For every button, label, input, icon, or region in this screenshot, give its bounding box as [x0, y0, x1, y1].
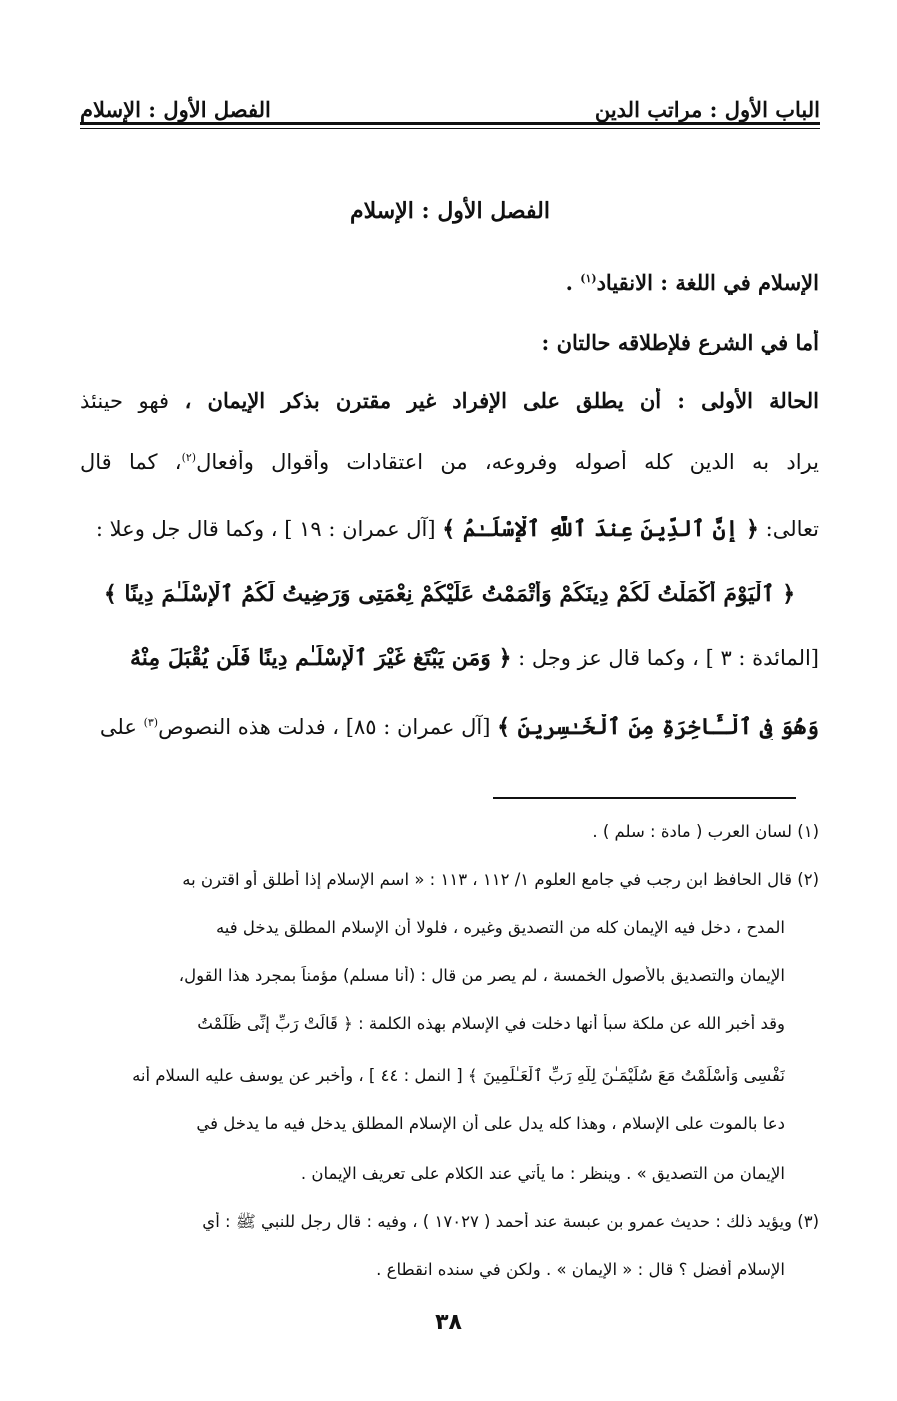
footnote-2-line-5: نَفْسِى وَأَسْلَمْتُ مَعَ سُلَيْمَـٰنَ لِلَّهِ رَبِّ ٱلْعَـٰلَمِينَ ﴾ [ النمل : ٤٤ ] ، وأخبر عن يوسف عليه السلام أنه	[132, 1066, 785, 1085]
case-one-rest: فهو حينئذ	[80, 389, 185, 413]
footnote-2-line-4: وقد أخبر الله عن ملكة سبأ أنها دخلت في الإسلام بهذه الكلمة : ﴿ قَالَتْ رَبِّ إِنِّى ظَلَمْتُ	[197, 1014, 785, 1033]
footnote-ref-2: (٢)	[181, 451, 197, 464]
verse-citation: [المائدة : ٣ ] ، وكما قال عز وجل :	[518, 646, 819, 670]
quran-verse: ﴿ وَمَن يَبْتَغِ غَيْرَ ٱلْإِسْلَـٰمِ دِينًا فَلَن يُقْبَلَ مِنْهُ	[129, 645, 512, 671]
footnote-separator	[493, 797, 796, 799]
header-rule-thin	[80, 128, 820, 129]
chapter-title: الفصل الأول : الإسلام	[350, 198, 550, 224]
footnote-2-line-3: الإيمان والتصديق بالأصول الخمسة ، لم يصر من قال : (أنا مسلم) مؤمناً بمجرد هذا القول،	[178, 966, 785, 985]
verse-citation: [آل عمران : ٨٥] ، فدلت هذه النصوص	[158, 715, 491, 739]
line-end: .	[565, 270, 581, 295]
body-text-end: ، كما قال	[80, 450, 182, 474]
body-text: تعالى:	[765, 517, 819, 541]
body-text: يراد به الدين كله أصوله وفروعه، من اعتقادات وأقوال وأفعال	[196, 450, 819, 474]
body-line-7	[80, 645, 819, 671]
footnote-2-line-2: المدح ، دخل فيه الإيمان كله من التصديق وغيره ، فلولا أن الإسلام المطلق يدخل فيه	[215, 918, 785, 937]
body-line-4	[80, 450, 819, 474]
definition-language: الإسلام في اللغة : الانقياد	[596, 270, 819, 295]
body-line-8	[80, 714, 819, 740]
footnote-2-line-6: دعا بالموت على الإسلام ، وهذا كله يدل على أن الإسلام المطلق يدخل فيه ما يدخل في	[196, 1114, 785, 1133]
footnote-2-line-1: (٢) قال الحافظ ابن رجب في جامع العلوم ١/ ١١٢ ، ١١٣ : « اسم الإسلام إذا أطلق أو اقترن به	[182, 870, 819, 889]
quran-verse-line: ﴿ ٱلْيَوْمَ أَكْمَلْتُ لَكُمْ دِينَكُمْ وَأَتْمَمْتُ عَلَيْكُمْ نِعْمَتِى وَرَضِيتُ لَكُمُ ٱلْإِسْلَـٰمَ دِينًا ﴾	[103, 581, 796, 607]
quran-verse: ﴿ إِنَّ ٱلدِّينَ عِندَ ٱللَّهِ ٱلْإِسْلَـٰمُ ﴾	[442, 516, 759, 542]
footnote-ref-1: (١)	[580, 272, 597, 285]
header-rule-thick	[80, 122, 820, 125]
header-chapter-title: الفصل الأول : الإسلام	[80, 97, 271, 122]
footnote-2-line-7: الإيمان من التصديق » . وينظر : ما يأتي عند الكلام على تعريف الإيمان .	[300, 1164, 785, 1183]
page-number: ٣٨	[435, 1310, 462, 1335]
case-one-heading: الحالة الأولى : أن يطلق على الإفراد غير مقترن بذكر الإيمان ،	[184, 388, 819, 413]
footnote-1: (١) لسان العرب ( مادة : سلم ) .	[592, 822, 819, 841]
footnote-3-line-1: (٣) ويؤيد ذلك : حديث عمرو بن عبسة عند أحمد ( ١٧٠٢٧ ) ، وفيه : قال رجل للنبي ﷺ : أي	[202, 1212, 819, 1231]
body-line-2: أما في الشرع فلإطلاقه حالتان :	[541, 330, 819, 355]
header-part-title: الباب الأول : مراتب الدين	[594, 97, 820, 122]
quran-verse: وَهُوَ فِى ٱلْـَٔاخِرَةِ مِنَ ٱلْخَـٰسِرِينَ ﴾	[497, 714, 819, 740]
body-text-end: على	[99, 715, 144, 739]
footnote-ref-3: (٣)	[143, 716, 159, 729]
body-line-1	[80, 270, 819, 295]
verse-citation: [آل عمران : ١٩ ] ، وكما قال جل وعلا :	[95, 517, 436, 541]
footnote-3-line-2: الإسلام أفضل ؟ قال : « الإيمان » . ولكن في سنده انقطاع .	[376, 1260, 785, 1279]
running-header	[80, 82, 820, 122]
body-line-3	[80, 388, 819, 413]
body-line-5	[80, 516, 819, 542]
